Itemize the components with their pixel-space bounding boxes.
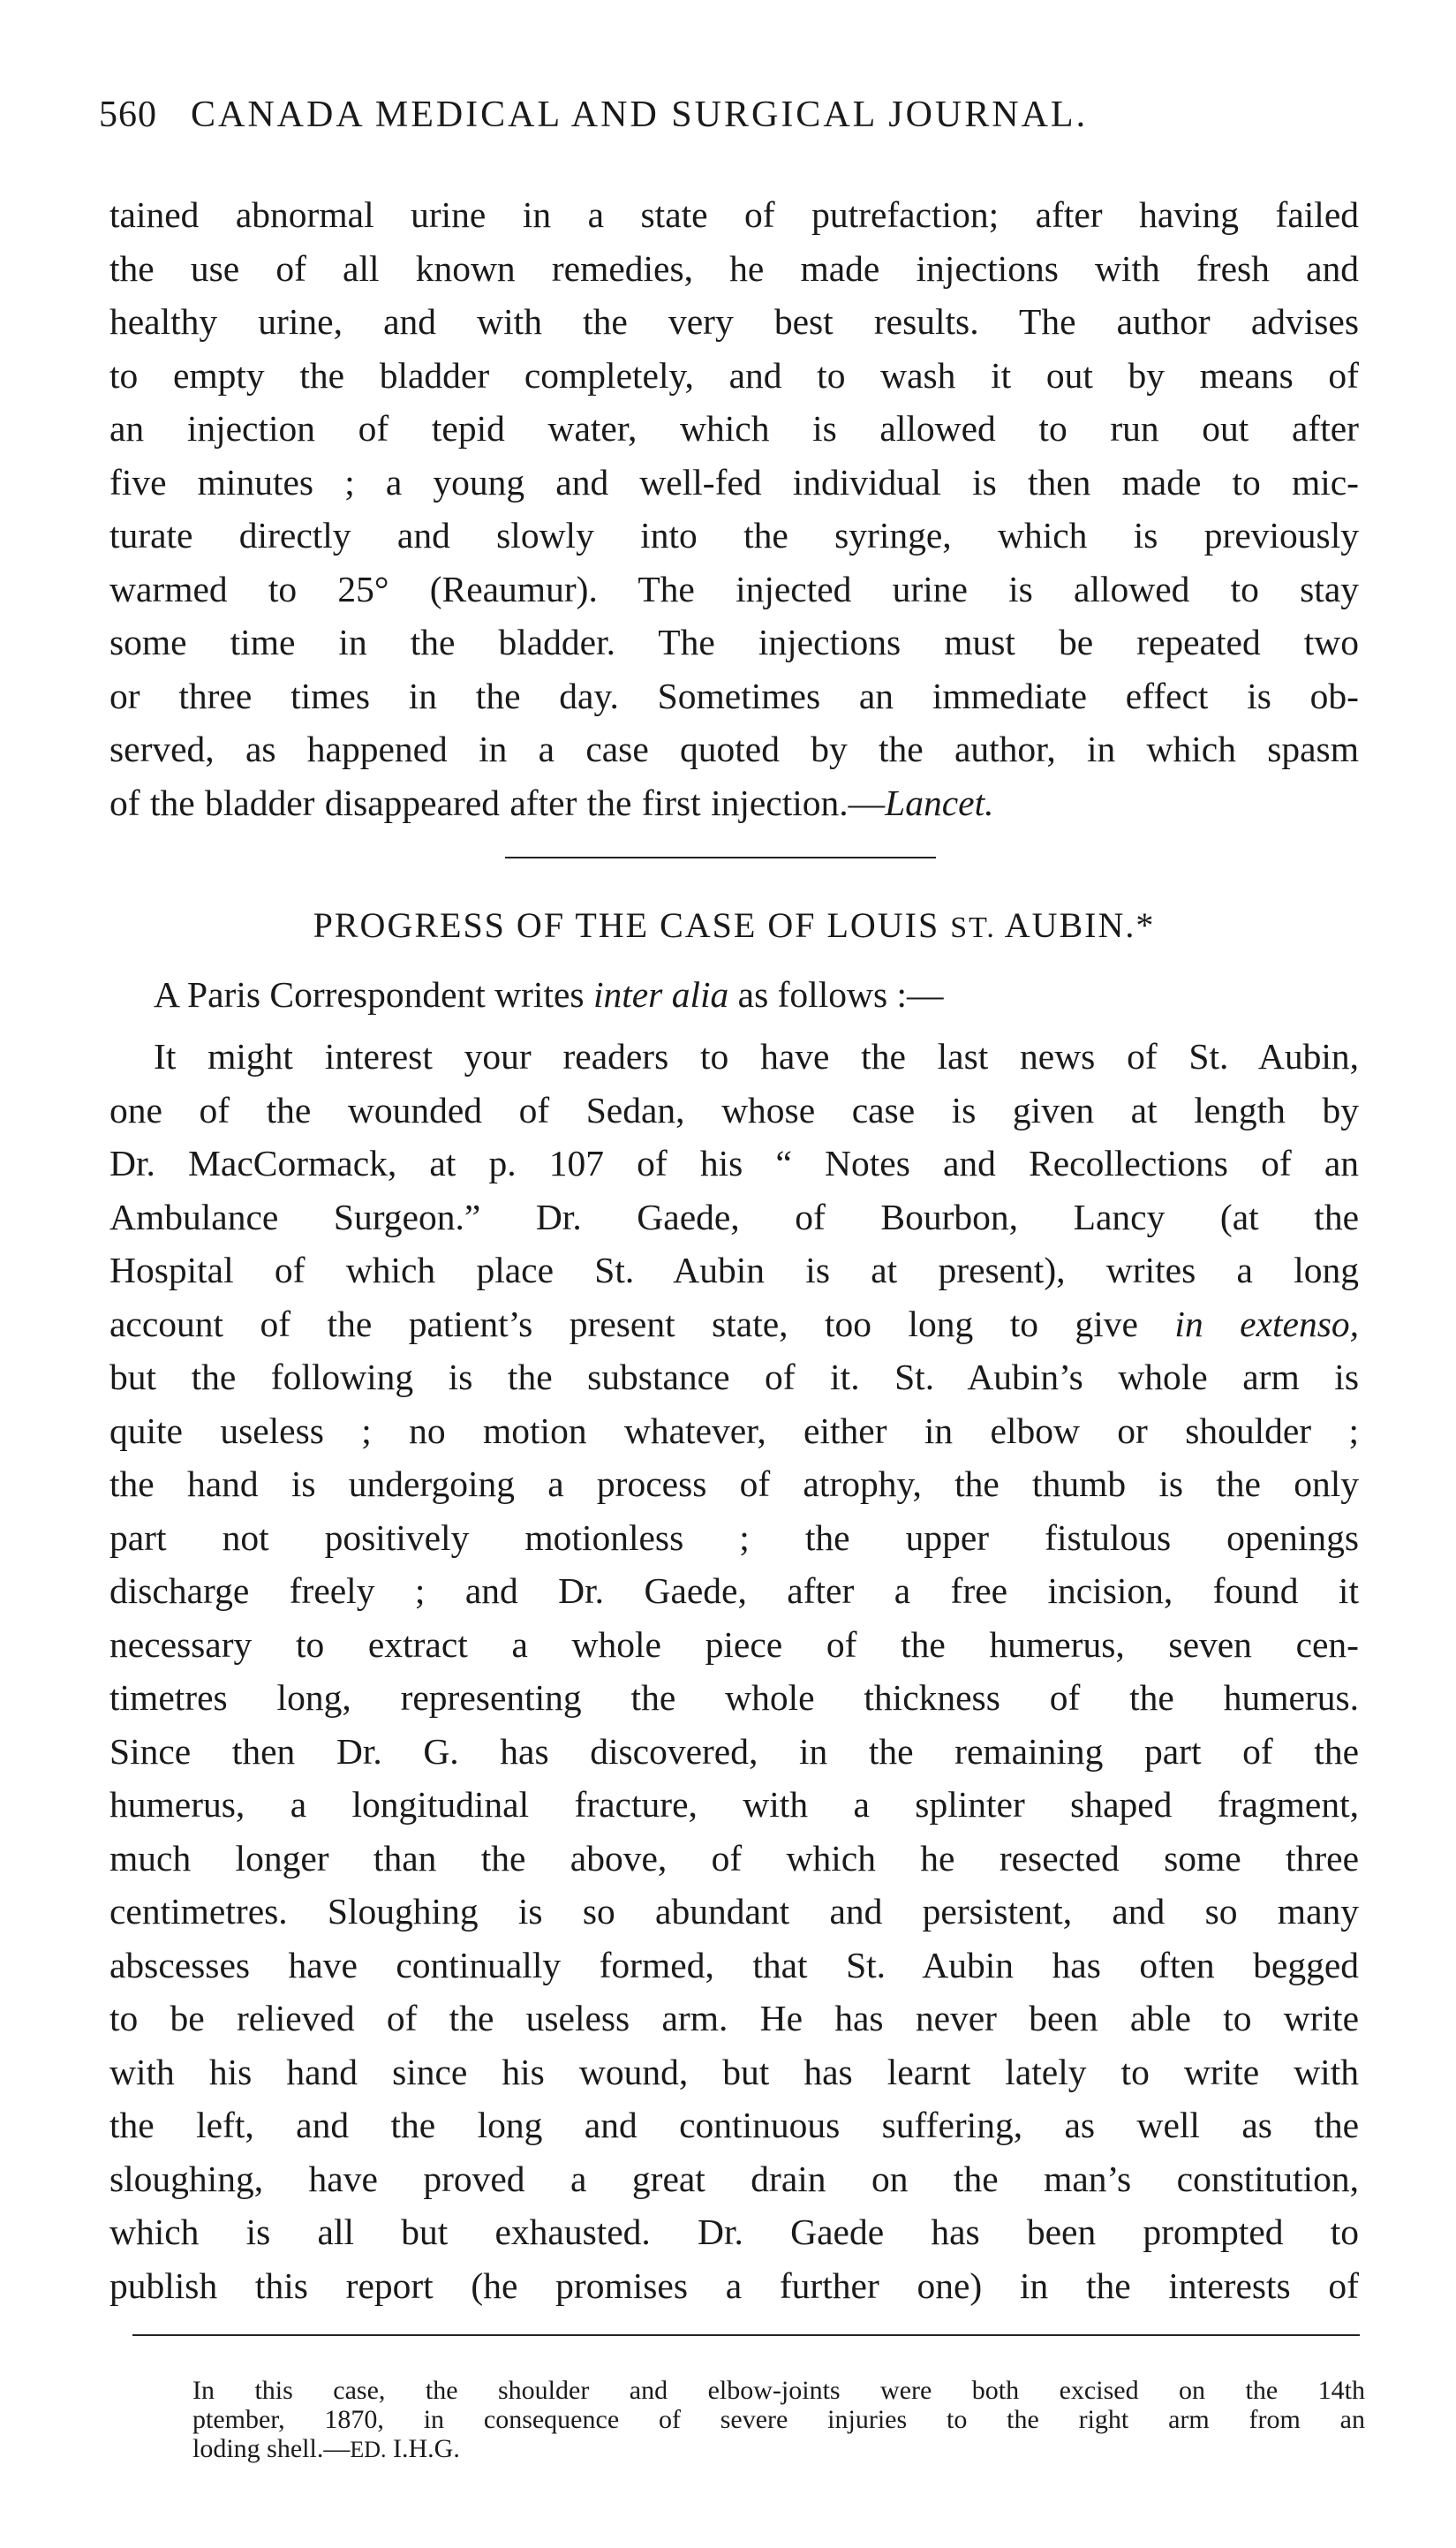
text-line: with his hand since his wound, but has learnt lately to write with — [109, 2051, 1359, 2092]
text-line: part not positively motionless ; the upper fistulous openings — [109, 1516, 1359, 1558]
section-divider — [505, 857, 936, 858]
page-number: 560 — [99, 95, 157, 135]
text-line: timetres long, representing the whole thickness of the humerus. — [109, 1677, 1359, 1718]
text-line-content: account of the patient’s present state, too long to give — [109, 1303, 1175, 1344]
footnote-editor: ED. — [350, 2437, 387, 2462]
intro-line — [154, 968, 944, 1021]
footnote-line: ptember, 1870, in consequence of severe injuries to the right arm from an — [192, 2405, 1365, 2434]
footnote-divider — [132, 2334, 1360, 2336]
text-line — [109, 1297, 1359, 1351]
text-line: discharge freely ; and Dr. Gaede, after a free incision, found it — [109, 1570, 1359, 1611]
footnote-line — [192, 2434, 1365, 2464]
text-line: Dr. MacCormack, at p. 107 of his “ Notes and Recollections of an — [109, 1143, 1359, 1183]
text-line: one of the wounded of Sedan, whose case is given at length by — [109, 1089, 1359, 1130]
continued-article-text — [109, 188, 1359, 829]
journal-title: CANADA MEDICAL AND SURGICAL JOURNAL. — [191, 95, 1089, 135]
text-line: warmed to 25° (Reaumur). The injected urine is allowed to stay — [109, 568, 1359, 609]
text-line: the left, and the long and continuous suffering, as well as the — [109, 2105, 1359, 2145]
footnote-line: In this case, the shoulder and elbow-joints were both excised on the 14th — [192, 2376, 1365, 2405]
text-line: but the following is the substance of it. St. Aubin’s whole arm is — [109, 1357, 1359, 1397]
text-line: turate directly and slowly into the syringe, which is previously — [109, 515, 1359, 556]
text-line: Since then Dr. G. has discovered, in the remaining part of the — [109, 1730, 1359, 1772]
text-line: It might interest your readers to have the last news of St. Aubin, — [154, 1036, 1359, 1077]
text-line: healthy urine, and with the very best results. The author advises — [109, 301, 1359, 342]
text-line: quite useless ; no motion whatever, either in elbow or shoulder ; — [109, 1410, 1359, 1451]
footnote-text: loding shell.— — [192, 2434, 351, 2463]
text-line: necessary to extract a whole piece of the humerus, seven cen- — [109, 1623, 1359, 1665]
intro-after: as follows :— — [728, 974, 944, 1015]
italic-phrase: in extenso, — [1174, 1303, 1359, 1344]
text-line: five minutes ; a young and well-fed individual is then made to mic- — [109, 461, 1359, 503]
text-line: centimetres. Sloughing is so abundant and persistent, and so many — [109, 1891, 1359, 1932]
text-line: the use of all known remedies, he made injections with fresh and — [109, 247, 1359, 289]
text-line — [109, 776, 1359, 830]
text-line: served, as happened in a case quoted by the author, in which spasm — [109, 729, 1359, 769]
text-line: Ambulance Surgeon.” Dr. Gaede, of Bourbon, Lancy (at the — [109, 1196, 1359, 1237]
intro-italic: inter alia — [592, 974, 729, 1015]
footnote-initials: I.H.G. — [386, 2434, 460, 2463]
text-line: publish this report (he promises a further one) in the interests of — [109, 2264, 1359, 2306]
text-line: an injection of tepid water, which is allowed to run out after — [109, 408, 1359, 449]
heading-end: AUBIN.* — [995, 905, 1156, 945]
running-head — [99, 88, 1370, 141]
intro-before: A Paris Correspondent writes — [154, 974, 593, 1015]
text-line: humerus, a longitudinal fracture, with a splinter shaped fragment, — [109, 1784, 1359, 1825]
footnote — [192, 2376, 1365, 2464]
text-line: some time in the bladder. The injections must be repeated two — [109, 622, 1359, 662]
text-line: to be relieved of the useless arm. He has never been able to write — [109, 1998, 1359, 2038]
text-line: Hospital of which place St. Aubin is at present), writes a long — [109, 1250, 1359, 1290]
text-line: much longer than the above, of which he resected some three — [109, 1837, 1359, 1879]
text-line-content: of the bladder disappeared after the first injection.— — [109, 782, 886, 823]
text-line: the hand is undergoing a process of atrophy, the thumb is the only — [109, 1463, 1359, 1504]
text-line: tained abnormal urine in a state of putrefaction; after having failed — [109, 194, 1359, 235]
text-line: to empty the bladder completely, and to wash it out by means of — [109, 354, 1359, 396]
heading-st: ST. — [950, 911, 996, 944]
text-line: which is all but exhausted. Dr. Gaede has been prompted to — [109, 2212, 1359, 2252]
heading-main: PROGRESS OF THE CASE OF LOUIS — [313, 905, 951, 945]
text-line: abscesses have continually formed, that St. Aubin has often begged — [109, 1944, 1359, 1985]
article-body — [109, 1030, 1359, 2312]
text-line: sloughing, have proved a great drain on the man’s constitution, — [109, 2158, 1359, 2199]
section-heading — [109, 899, 1359, 955]
text-line: or three times in the day. Sometimes an immediate effect is ob- — [109, 675, 1359, 716]
source-citation: Lancet. — [885, 782, 994, 823]
